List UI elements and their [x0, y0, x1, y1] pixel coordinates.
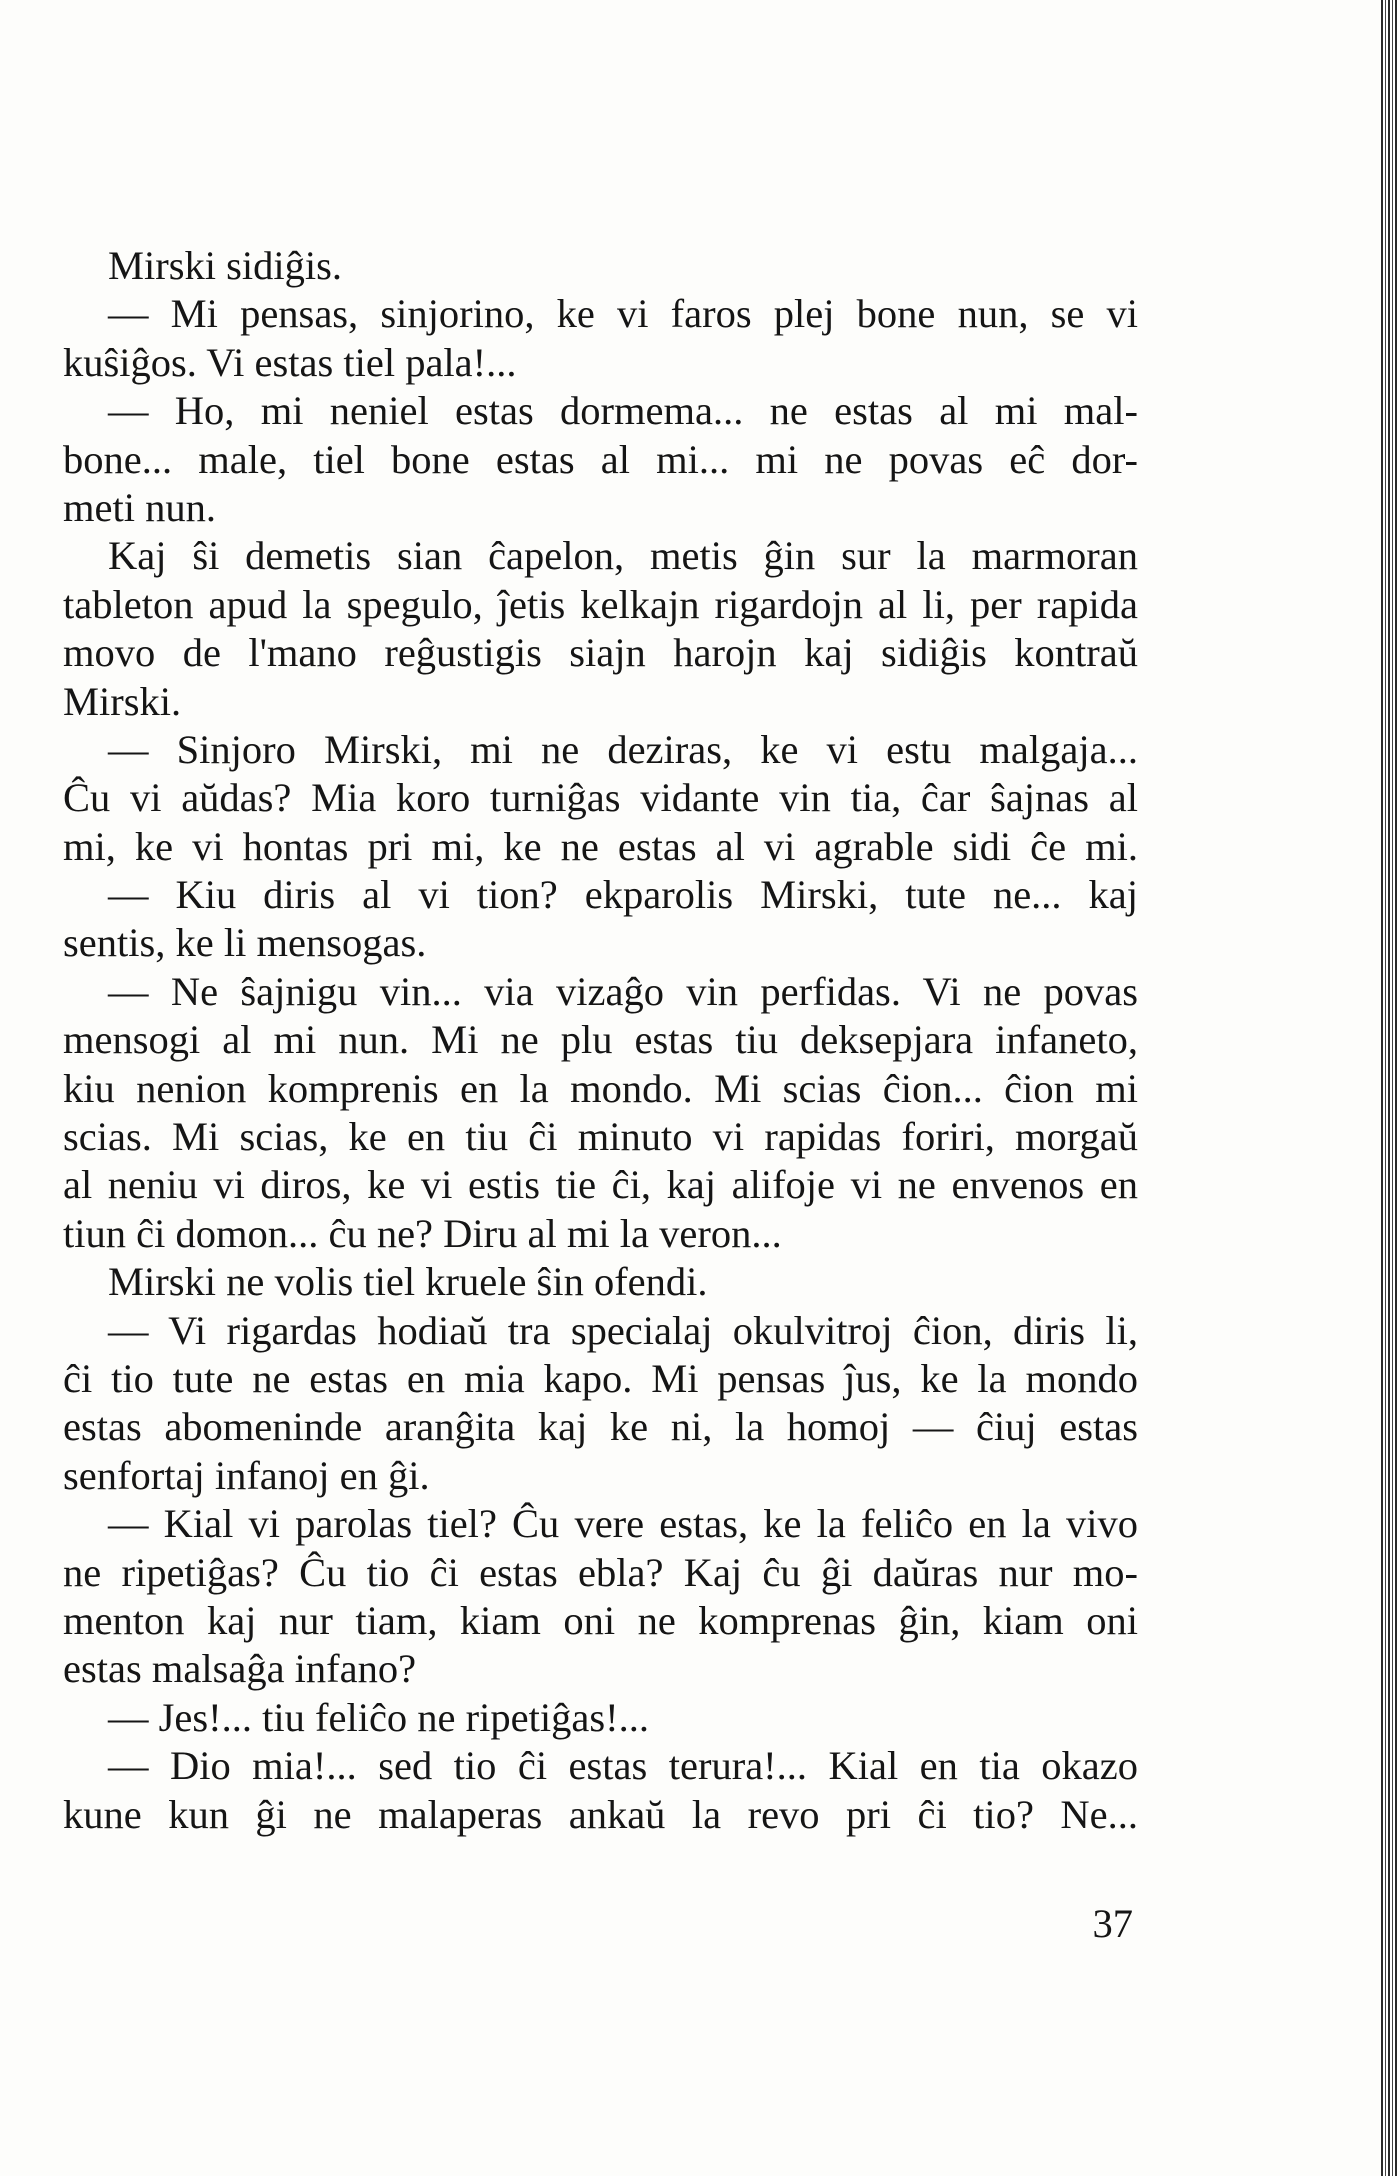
text-line: ne ripetiĝas? Ĉu tio ĉi estas ebla? Kaj ĉu ĝi daŭras nur mo- — [63, 1549, 1138, 1595]
text-line: sentis, ke li mensogas. — [63, 920, 427, 966]
text-line: tiun ĉi domon... ĉu ne? Diru al mi la veron... — [63, 1210, 782, 1256]
text-line: — Vi rigardas hodiaŭ tra specialaj okulvitroj ĉion, diris li, — [108, 1307, 1138, 1353]
text-line: — Sinjoro Mirski, mi ne deziras, ke vi estu malgaja... — [108, 726, 1138, 772]
text-line: movo de l'mano reĝustigis siajn harojn kaj sidiĝis kontraŭ — [63, 630, 1138, 676]
text-line: Ĉu vi aŭdas? Mia koro turniĝas vidante vin tia, ĉar ŝajnas al — [63, 775, 1138, 821]
text-line: — Ho, mi neniel estas dormema... ne estas al mi mal- — [108, 388, 1138, 434]
page-text-body — [63, 242, 1138, 1839]
page-binding-edge — [1381, 0, 1397, 2176]
text-line: meti nun. — [63, 484, 216, 530]
text-line: estas malsaĝa infano? — [63, 1646, 417, 1692]
text-line: Kaj ŝi demetis sian ĉapelon, metis ĝin sur la marmoran — [108, 533, 1138, 579]
text-line: tableton apud la spegulo, ĵetis kelkajn rigardojn al li, per rapida — [63, 581, 1138, 627]
text-line: al neniu vi diros, ke vi estis tie ĉi, kaj alifoje vi ne envenos en — [63, 1162, 1138, 1208]
page-number: 37 — [1092, 1901, 1133, 1946]
text-line: menton kaj nur tiam, kiam oni ne komprenas ĝin, kiam oni — [63, 1597, 1138, 1643]
text-line: — Kial vi parolas tiel? Ĉu vere estas, ke la feliĉo en la vivo — [108, 1501, 1138, 1547]
text-line: Mirski ne volis tiel kruele ŝin ofendi. — [108, 1259, 708, 1305]
text-line: — Ne ŝajnigu vin... via vizaĝo vin perfidas. Vi ne povas — [108, 968, 1138, 1014]
text-line: ĉi tio tute ne estas en mia kapo. Mi pensas ĵus, ke la mondo — [63, 1355, 1138, 1401]
text-line: estas abomeninde aranĝita kaj ke ni, la homoj — ĉiuj estas — [63, 1404, 1138, 1450]
text-line: — Mi pensas, sinjorino, ke vi faros plej bone nun, se vi — [108, 291, 1138, 337]
text-line: — Dio mia!... sed tio ĉi estas terura!... Kial en tia okazo — [108, 1743, 1138, 1789]
text-line: kuŝiĝos. Vi estas tiel pala!... — [63, 339, 517, 385]
text-line: bone... male, tiel bone estas al mi... mi ne povas eĉ dor- — [63, 436, 1138, 482]
text-line: Mirski. — [63, 678, 182, 724]
text-line: kune kun ĝi ne malaperas ankaŭ la revo pri ĉi tio? Ne... — [63, 1791, 1138, 1837]
text-line: kiu nenion komprenis en la mondo. Mi scias ĉion... ĉion mi — [63, 1065, 1138, 1111]
text-line: — Kiu diris al vi tion? ekparolis Mirski, tute ne... kaj — [108, 872, 1138, 918]
text-line: — Jes!... tiu feliĉo ne ripetiĝas!... — [108, 1694, 649, 1740]
text-line: Mirski sidiĝis. — [108, 243, 343, 288]
text-line: scias. Mi scias, ke en tiu ĉi minuto vi rapidas foriri, morgaŭ — [63, 1114, 1138, 1160]
text-line: mensogi al mi nun. Mi ne plu estas tiu deksepjara infaneto, — [63, 1017, 1138, 1063]
text-line: senfortaj infanoj en ĝi. — [63, 1452, 430, 1498]
text-line: mi, ke vi hontas pri mi, ke ne estas al vi agrable sidi ĉe mi. — [63, 823, 1138, 869]
